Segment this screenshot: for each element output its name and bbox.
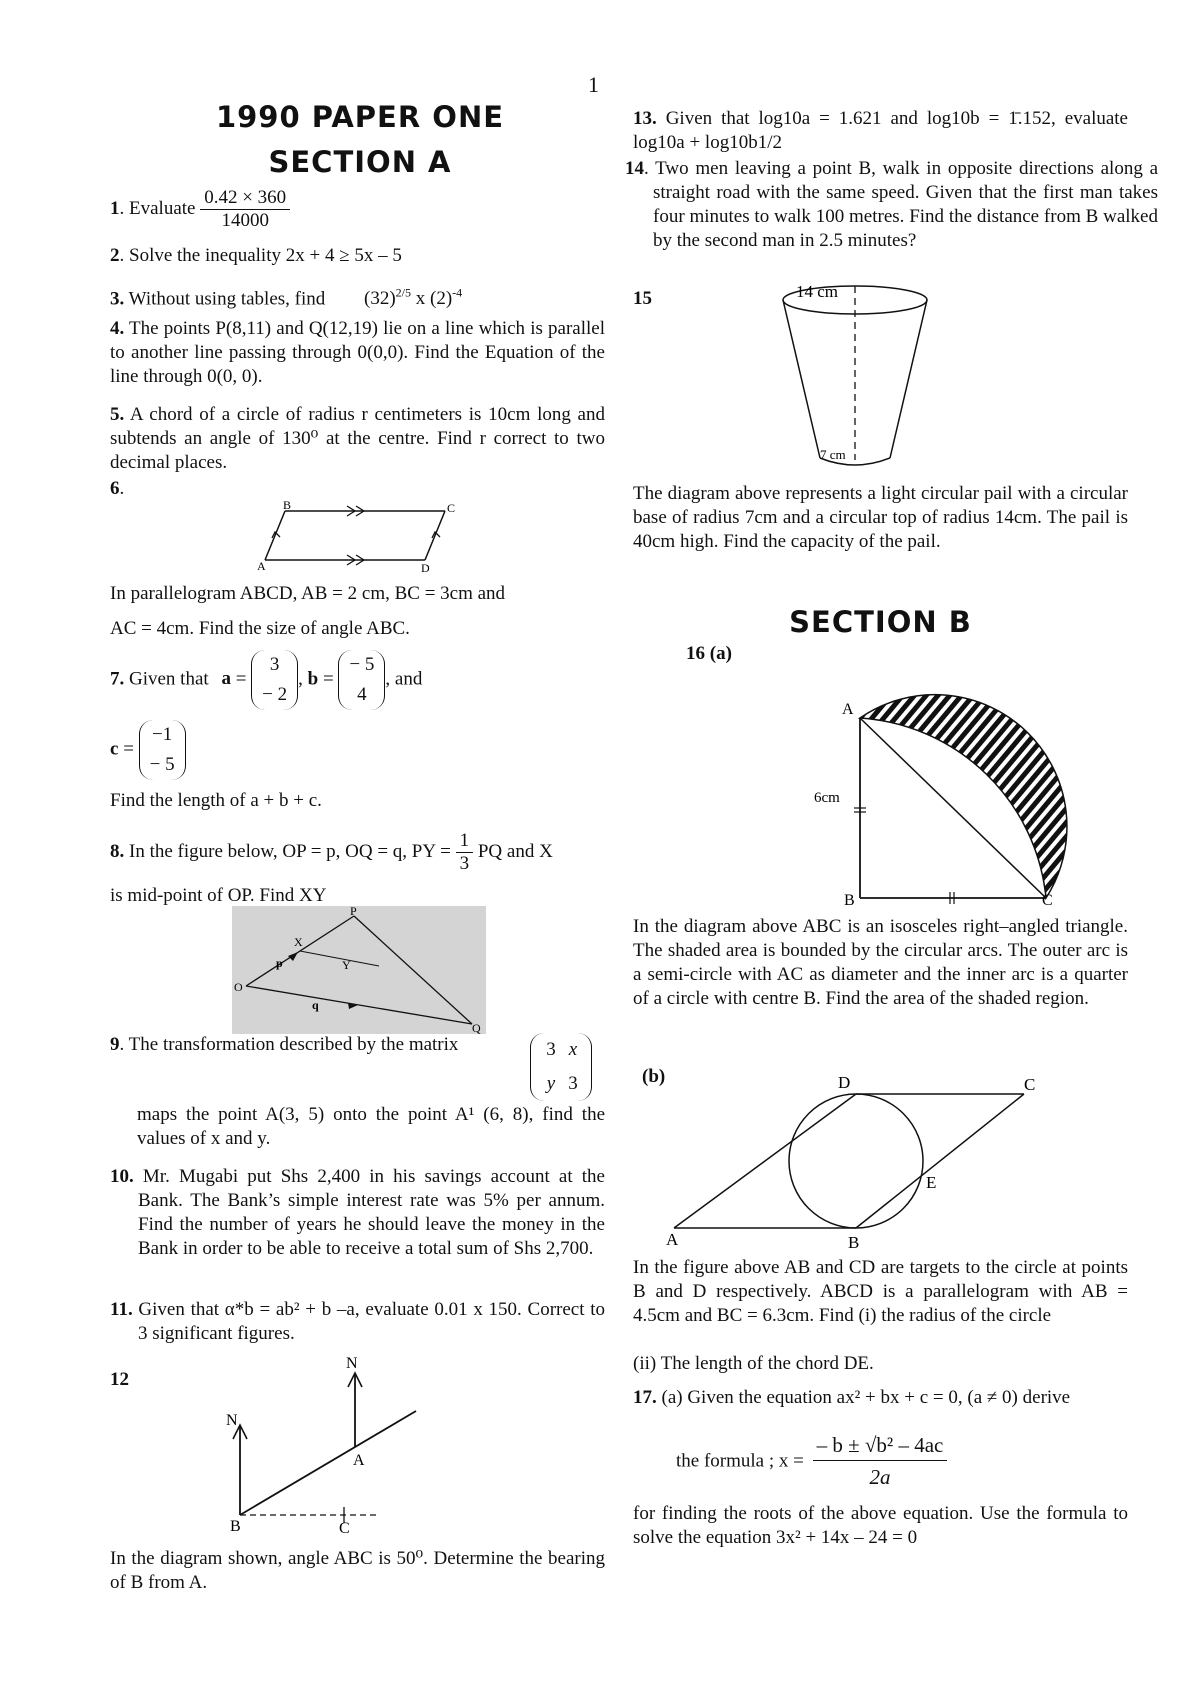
fraction [456, 830, 474, 875]
question-text: . Two men leaving a point B, walk in opposite directions along a straight road with the same speed. Given that the first man takes four minutes to walk 100 metres. Find the distance from B walked by the second man in 2.5 minutes? [644, 158, 1158, 251]
question-number: 16 (a) [686, 643, 732, 664]
vector-label-q: q [312, 998, 319, 1012]
question-number: 6 [110, 478, 120, 499]
shaded-region-figure [810, 690, 1100, 910]
parallelogram-figure [255, 500, 465, 572]
question-text: . The transformation described by the matrix [119, 1034, 459, 1055]
formula-denominator: 2a [869, 1465, 891, 1489]
vertex-label-a: A [257, 559, 266, 572]
question-text-tail: , and [385, 668, 423, 690]
question-text: In the diagram above ABC is an isosceles right–angled triangle. The shaded area is bounded by the circular arcs. The outer arc is a semi-circle with AC as diameter and the inner arc is a quarter of a circle with centre B. Find the area of the shaded region. [633, 916, 1128, 1009]
question-16b-text2 [633, 1352, 1128, 1376]
question-text: is mid-point of OP. Find XY [110, 885, 327, 906]
question-5 [110, 403, 605, 475]
question-6-number: 6. [110, 478, 125, 499]
question-1 [110, 187, 590, 232]
question-number: 8. [110, 840, 125, 862]
question-2 [110, 244, 600, 268]
question-15-number [633, 288, 652, 310]
question-13 [633, 107, 1128, 155]
pail-figure [770, 278, 940, 474]
fraction-numerator: 1 [456, 830, 474, 853]
question-16b-text [633, 1256, 1128, 1328]
question-17-line2 [633, 1502, 1128, 1550]
question-4 [110, 317, 605, 389]
question-text-line1: In parallelogram ABCD, AB = 2 cm, BC = 3cm and [110, 583, 506, 604]
vector-b-top: − 5 [349, 654, 375, 675]
matrix-m22: 3 [568, 1073, 578, 1094]
vector-c-bottom: − 5 [149, 754, 175, 775]
question-number: 13. [633, 108, 657, 129]
parallelogram-circle-figure [660, 1070, 1060, 1250]
section-b-heading: SECTION B [789, 605, 972, 639]
question-number: 17. [633, 1387, 657, 1408]
fraction-denominator: 3 [459, 853, 470, 874]
vertex-label-b: B [848, 1233, 860, 1250]
vector-b [338, 650, 385, 710]
matrix-m12: x [568, 1039, 578, 1060]
formula-numerator: – b ± √b² – 4ac [813, 1430, 948, 1461]
vector-a-top: 3 [269, 654, 280, 675]
vector-c [139, 720, 186, 780]
question-number: 3. [110, 288, 125, 310]
question-text: Given that log10a = 1.621 and log10b = 1̄.152, evaluate log10a + log10b1/2 [633, 108, 1128, 153]
question-16a-text [633, 915, 1128, 1011]
question-3 [110, 281, 600, 311]
vector-label-p: p [276, 956, 283, 970]
vertex-label-a: A [842, 701, 854, 718]
question-text: maps the point A(3, 5) onto the point A¹ (6, 8), find the values of x and y. [137, 1104, 605, 1149]
question-14 [625, 157, 1158, 253]
question-number: 15 [633, 288, 652, 309]
vector-a-bottom: − 2 [262, 684, 288, 705]
question-text: In the diagram shown, angle ABC is 50⁰. Determine the bearing of B from A. [110, 1548, 605, 1593]
vertex-label-c: C [1042, 892, 1053, 909]
question-text-line2: AC = 4cm. Find the size of angle ABC. [110, 618, 410, 639]
question-9-line2 [137, 1103, 605, 1151]
vertex-label-d: D [421, 561, 430, 572]
point-label-b: B [230, 1518, 241, 1533]
point-label-p: P [350, 906, 357, 918]
question-text: In the figure below, OP = p, OQ = q, PY = [124, 840, 451, 862]
question-text: (a) Given the equation ax² + bx + c = 0, (a ≠ 0) derive [656, 1387, 1071, 1408]
section-a-heading: SECTION A [268, 145, 452, 179]
question-text: Without using tables, find [124, 288, 326, 310]
top-radius-label: 14 cm [796, 282, 839, 301]
north-label-b: N [226, 1412, 238, 1429]
question-text-part2: (ii) The length of the chord DE. [633, 1353, 874, 1374]
question-17 [633, 1386, 1128, 1410]
point-label-o: O [234, 980, 243, 994]
question-text: Given that [124, 668, 209, 690]
question-number: 7. [110, 668, 125, 690]
base-radius-label: 7 cm [820, 447, 846, 462]
question-10 [110, 1165, 605, 1261]
vertex-label-c: C [1024, 1075, 1036, 1094]
vertex-label-a: A [666, 1230, 679, 1249]
point-label-y: Y [342, 958, 351, 972]
question-number: (b) [642, 1066, 666, 1087]
point-label-x: X [294, 935, 303, 949]
question-number: 1 [110, 197, 120, 219]
vector-b-bottom: 4 [357, 684, 367, 705]
question-7-c: c = −1 − 5 [110, 720, 605, 780]
bearing-figure [220, 1355, 430, 1533]
vertex-label-b: B [283, 500, 292, 512]
question-text: The diagram above represents a light circular pail with a circular base of radius 7cm and a circular top of radius 14cm. The pail is 40cm high. Find the capacity of the pail. [633, 483, 1128, 552]
fraction-denominator: 14000 [221, 210, 269, 231]
question-text: . Solve the inequality 2x + 4 ≥ 5x – 5 [119, 245, 402, 266]
question-number: 4. [110, 318, 125, 339]
question-number: 9 [110, 1034, 120, 1055]
question-6-text-2 [110, 617, 605, 641]
transformation-matrix [530, 1033, 592, 1101]
question-11 [110, 1298, 605, 1346]
vector-c-top: −1 [152, 724, 173, 745]
vertex-label-b: B [844, 892, 855, 909]
question-6-text [110, 582, 605, 606]
matrix-m11: 3 [546, 1039, 556, 1060]
question-text: Find the length of a + b + c. [110, 790, 322, 811]
fraction [200, 187, 290, 232]
fraction-numerator: 0.42 × 360 [200, 187, 290, 210]
question-7-last [110, 789, 605, 813]
point-label-q: Q [472, 1021, 481, 1034]
vertex-label-d: D [838, 1073, 851, 1092]
question-12-text [110, 1547, 605, 1595]
question-text: for finding the roots of the above equation. Use the formula to solve the equation 3x² + 14x – 24 = 0 [633, 1503, 1128, 1548]
question-text: . Evaluate [119, 197, 196, 219]
question-number: 11. [110, 1299, 133, 1320]
north-label-a: N [346, 1355, 358, 1372]
vector-triangle-figure [232, 906, 486, 1034]
question-text-tail: PQ and X [477, 840, 553, 862]
question-text: Mr. Mugabi put Shs 2,400 in his savings account at the Bank. The Bank’s simple interest rate was 5% per annum. Find the number of years he should leave the money in the Bank in order to be able to receive a total sum of Shs 2,700. [133, 1166, 605, 1259]
question-8 [110, 830, 610, 875]
question-8-line2 [110, 884, 605, 908]
point-label-a: A [353, 1452, 365, 1469]
question-text: A chord of a circle of radius r centimeters is 10cm long and subtends an angle of 130⁰ at the centre. Find r correct to two decimal places. [110, 404, 605, 473]
question-number: 2 [110, 245, 120, 266]
question-number: 14 [625, 158, 644, 179]
question-16a-number [686, 643, 732, 665]
page-number: 1 [588, 72, 599, 97]
matrix-m21: y [546, 1073, 556, 1094]
page-title: 1990 PAPER ONE [215, 100, 505, 134]
vertex-label-c: C [447, 501, 456, 515]
question-7: 7. Given that a = 3 − 2, b = − 5 4, and [110, 650, 605, 710]
question-number: 5. [110, 404, 125, 425]
question-text: The points P(8,11) and Q(12,19) lie on a line which is parallel to another line passing through 0(0,0). Find the Equation of the line through 0(0, 0). [110, 318, 605, 387]
expression: $(32)^{2/5}$ x $(2)^{-4}$ [364, 286, 463, 310]
vector-a [251, 650, 298, 710]
question-number: 12 [110, 1369, 129, 1390]
side-length-label: 6cm [814, 790, 840, 806]
question-12-number [110, 1369, 129, 1391]
point-label-c: C [339, 1520, 350, 1533]
formula-fraction [813, 1430, 948, 1493]
quadratic-formula [676, 1430, 947, 1493]
formula-label: the formula ; x = [676, 1450, 804, 1472]
question-15-text [633, 482, 1128, 554]
question-text: Given that α*b = ab² + b –a, evaluate 0.01 x 150. Correct to 3 significant figures. [132, 1299, 605, 1344]
question-number: 10. [110, 1166, 134, 1187]
point-label-e: E [926, 1173, 937, 1192]
question-text-part1: In the figure above AB and CD are targets to the circle at points B and D respectively. ABCD is a parallelogram with AB = 4.5cm and BC = 6.3cm. Find (i) the radius of the circle [633, 1257, 1128, 1326]
